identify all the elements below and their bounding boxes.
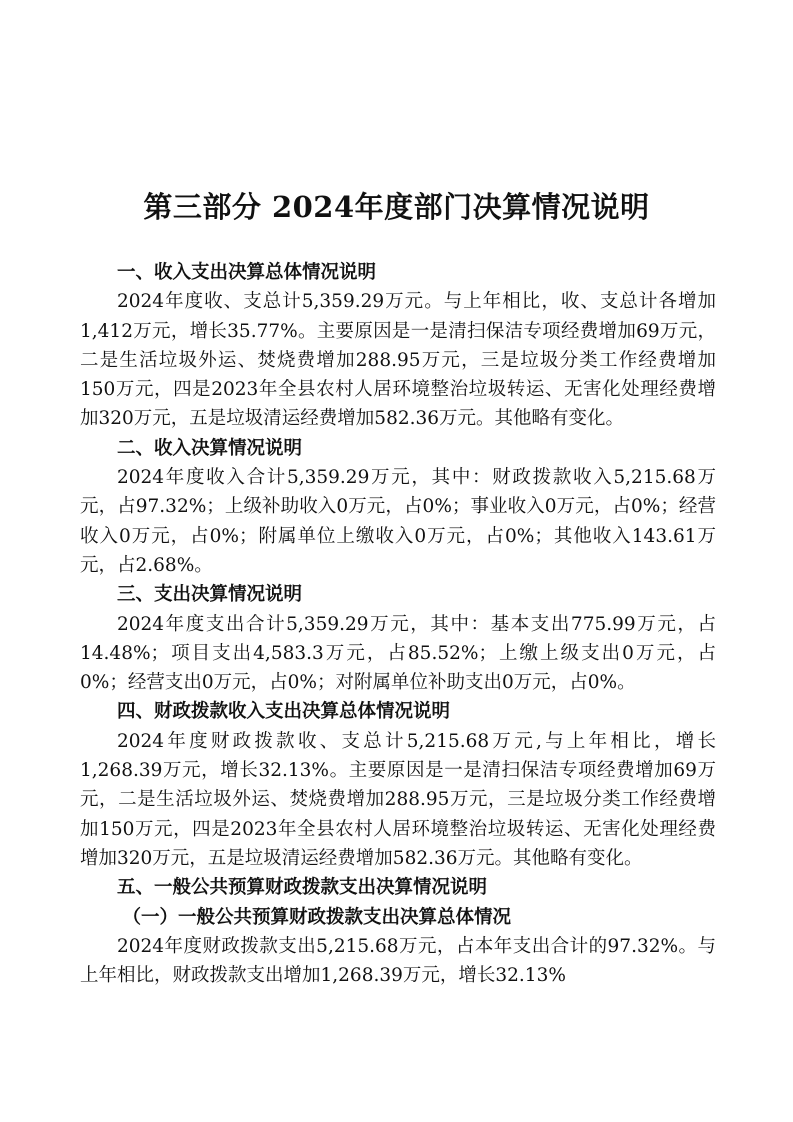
- section-heading-4: 四、财政拨款收入支出决算总体情况说明: [117, 701, 451, 723]
- document-body: [80, 258, 716, 990]
- section-heading-3: 三、支出决算情况说明: [117, 584, 303, 606]
- section-heading-2: 二、收入决算情况说明: [117, 437, 303, 459]
- subsection-heading: （一）一般公共预算财政拨款支出决算总体情况: [122, 906, 512, 928]
- subsection-paragraph: 2024年度财政拨款支出5,215.68万元，占本年支出合计的97.32%。与上年相比，财政拨款支出增加1,268.39万元，增长32.13%: [80, 935, 716, 987]
- section-heading-5: 五、一般公共预算财政拨款支出决算情况说明: [117, 877, 488, 899]
- page-title: 第三部分 2024年度部门决算情况说明: [143, 190, 650, 225]
- section-heading-1: 一、收入支出决算总体情况说明: [117, 262, 377, 283]
- section-paragraph-1: 2024年度收、支总计5,359.29万元。与上年相比，收、支总计各增加1,412万元，增长35.77%。主要原因是一是清扫保洁专项经费增加69万元，二是生活垃圾外运、焚烧费增加288.95万元，三是垃圾分类工作经费增加150万元，四是2023年全县农村人居环境整治垃圾转运、无害化处理经费增加320万元，五是垃圾清运经费增加582.36万元。其他略有变化。: [80, 291, 716, 430]
- section-paragraph-3: 2024年度支出合计5,359.29万元，其中：基本支出775.99万元，占14.48%；项目支出4,583.3万元，占85.52%；上缴上级支出0万元，占0%；经营支出0万元，占0%；对附属单位补助支出0万元，占0%。: [80, 613, 716, 694]
- section-paragraph-4: 2024年度财政拨款收、支总计5,215.68万元,与上年相比，增长1,268.39万元，增长32.13%。主要原因是一是清扫保洁专项经费增加69万元，二是生活垃圾外运、焚烧费增加288.95万元，三是垃圾分类工作经费增加150万元，四是2023年全县农村人居环境整治垃圾转运、无害化处理经费增加320万元，五是垃圾清运经费增加582.36万元。其他略有变化。: [80, 730, 716, 869]
- section-paragraph-2: 2024年度收入合计5,359.29万元，其中：财政拨款收入5,215.68万元，占97.32%；上级补助收入0万元，占0%；事业收入0万元，占0%；经营收入0万元，占0%；附属单位上缴收入0万元，占0%；其他收入143.61万元，占2.68%。: [80, 467, 716, 576]
